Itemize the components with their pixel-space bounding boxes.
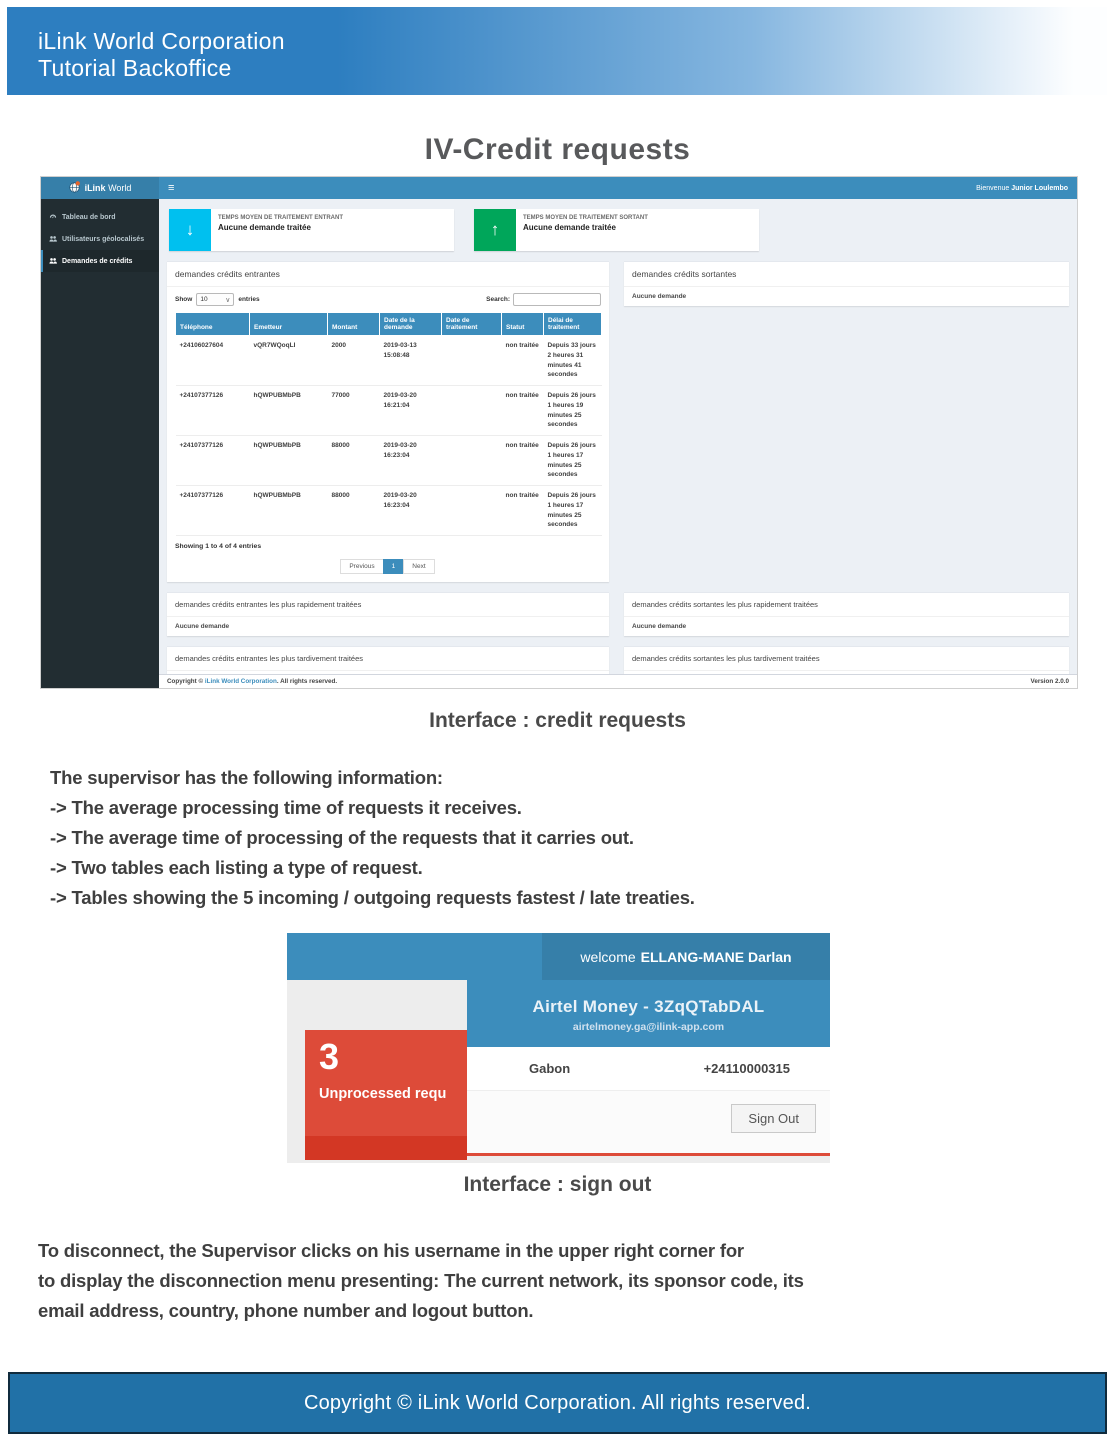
paragraph-line: to display the disconnection menu presenting: The current network, its sponsor code, its (38, 1270, 804, 1291)
banner-line-2: Tutorial Backoffice (38, 55, 232, 81)
next-page-button[interactable]: Next (403, 559, 434, 574)
search-label: Search: (486, 296, 510, 303)
infobox-text: Aucune demande traitée (523, 223, 616, 232)
sidebar-item-dashboard[interactable] (41, 206, 159, 228)
ilink-link[interactable]: iLink World Corporation (204, 678, 277, 685)
sidebar-item-label: Tableau de bord (62, 213, 116, 221)
infobox-outgoing-processing-time (474, 209, 759, 251)
show-label: Show (175, 296, 193, 303)
infobox-incoming-processing-time (169, 209, 454, 251)
column-montant[interactable]: Montant (328, 313, 380, 336)
pagination (167, 552, 609, 582)
table-header-row (176, 313, 602, 336)
unprocessed-requests-badge[interactable] (305, 1030, 467, 1160)
cell-date-demande: 2019-03-20 16:21:04 (380, 386, 442, 436)
cell-delai: Depuis 26 jours 1 heures 19 minutes 25 secondes (544, 386, 602, 436)
panel-title: demandes crédits entrantes les plus tardivement traitées (167, 647, 609, 671)
app-content (159, 199, 1077, 674)
empty-message: Aucune demande (175, 623, 230, 630)
app-footer (159, 674, 1077, 688)
paragraph-line: -> The average processing time of requests it receives. (50, 797, 522, 818)
app-version: Version 2.0.0 (1030, 678, 1069, 685)
cell-date-traitement (442, 336, 502, 386)
credit-requests-screenshot (40, 176, 1078, 689)
footer-copyright: Copyright © iLink World Corporation. All rights reserved. (303, 1391, 812, 1414)
app-topbar (41, 177, 1077, 199)
dashboard-icon (49, 213, 57, 221)
page-1-button[interactable]: 1 (383, 559, 405, 574)
cell-delai: Depuis 26 jours 1 heures 17 minutes 25 secondes (544, 436, 602, 486)
cell-telephone: +24107377126 (176, 436, 250, 486)
outgoing-credit-requests-panel (624, 261, 1069, 306)
column-delai-traitement[interactable]: Délai de traitement (544, 313, 602, 336)
welcome-user[interactable]: Bienvenue Junior Loulembo (976, 184, 1068, 192)
column-telephone[interactable]: Téléphone (176, 313, 250, 336)
panel-title: demandes crédits sortantes (624, 262, 1069, 287)
sidebar-item-credit-requests[interactable] (41, 250, 159, 272)
cell-date-traitement (442, 386, 502, 436)
sidebar-item-label: Utilisateurs géolocalisés (62, 235, 145, 243)
infobox-title: TEMPS MOYEN DE TRAITEMENT SORTANT (523, 215, 648, 221)
column-date-traitement[interactable]: Date de traitement (442, 313, 502, 336)
cell-date-demande: 2019-03-13 15:08:48 (380, 336, 442, 386)
incoming-latest-panel (167, 646, 609, 674)
document-footer (8, 1372, 1107, 1434)
column-statut[interactable]: Statut (502, 313, 544, 336)
cell-telephone: +24107377126 (176, 486, 250, 536)
user-email: airtelmoney.ga@ilink-app.com (572, 1021, 725, 1033)
infobox-text: Aucune demande traitée (218, 223, 311, 232)
brand-bold: iLink (84, 183, 106, 193)
outgoing-fastest-panel (624, 592, 1069, 636)
paragraph-line: -> Two tables each listing a type of request. (50, 857, 423, 878)
table-row (176, 436, 602, 486)
panel-title: demandes crédits entrantes les plus rapidement traitées (167, 593, 609, 617)
unprocessed-count: 3 (319, 1036, 340, 1077)
paragraph-line: -> The average time of processing of the requests that it carries out. (50, 827, 634, 848)
disconnect-paragraph (38, 1236, 804, 1326)
cell-montant: 77000 (328, 386, 380, 436)
hamburger-icon[interactable]: ≡ (168, 181, 175, 194)
entries-label: entries (238, 296, 260, 303)
document-banner (7, 7, 1107, 95)
cell-date-demande: 2019-03-20 16:23:04 (380, 486, 442, 536)
incoming-credit-requests-panel (167, 261, 609, 582)
globe-icon (69, 181, 81, 195)
empty-message: Aucune demande (632, 623, 687, 630)
cell-emetteur: vQR7WQoqLI (250, 336, 328, 386)
badge-bottom-band (305, 1136, 467, 1160)
cell-emetteur: hQWPUBMbPB (250, 436, 328, 486)
cell-statut: non traitée (502, 386, 544, 436)
sign-out-screenshot (287, 933, 830, 1163)
cell-date-traitement (442, 436, 502, 486)
cell-delai: Depuis 26 jours 1 heures 17 minutes 25 secondes (544, 486, 602, 536)
cell-date-demande: 2019-03-20 16:23:04 (380, 436, 442, 486)
table-row (176, 386, 602, 436)
paragraph-line: To disconnect, the Supervisor clicks on his username in the upper right corner for (38, 1240, 744, 1261)
empty-message: Aucune demande (632, 293, 687, 300)
arrow-down-icon: ↓ (169, 209, 211, 251)
caption-credit-requests: Interface : credit requests (429, 709, 686, 732)
sign-out-button[interactable]: Sign Out (731, 1104, 816, 1133)
cell-montant: 2000 (328, 336, 380, 386)
app-navbar (159, 177, 1077, 199)
panel-title: demandes crédits sortantes les plus tardivement traitées (624, 647, 1069, 671)
infobox-title: TEMPS MOYEN DE TRAITEMENT ENTRANT (218, 215, 344, 221)
showing-entries-status: Showing 1 to 4 of 4 entries (175, 543, 262, 550)
user-menu-toggle[interactable]: welcome ELLANG-MANE Darlan (542, 933, 830, 980)
cell-statut: non traitée (502, 486, 544, 536)
app-logo[interactable] (41, 177, 159, 199)
table-row (176, 336, 602, 386)
description-paragraph (50, 763, 695, 913)
banner-line-1: iLink World Corporation (38, 28, 285, 54)
cell-date-traitement (442, 486, 502, 536)
cell-statut: non traitée (502, 336, 544, 386)
arrow-up-icon: ↑ (474, 209, 516, 251)
cell-statut: non traitée (502, 436, 544, 486)
column-emetteur[interactable]: Emetteur (250, 313, 328, 336)
cell-emetteur: hQWPUBMbPB (250, 386, 328, 436)
user-phone: +24110000315 (703, 1061, 790, 1076)
user-dropdown (467, 980, 830, 1156)
cell-telephone: +24106027604 (176, 336, 250, 386)
sidebar-item-label: Demandes de crédits (62, 257, 133, 265)
cell-emetteur: hQWPUBMbPB (250, 486, 328, 536)
user-country: Gabon (529, 1061, 571, 1076)
cell-montant: 88000 (328, 486, 380, 536)
user-dropdown-header (467, 980, 830, 1047)
app-sidebar (41, 199, 159, 688)
table-row (176, 486, 602, 536)
previous-page-button[interactable]: Previous (340, 559, 383, 574)
search-input[interactable] (513, 293, 601, 306)
page-title: IV-Credit requests (424, 133, 691, 166)
show-entries-select[interactable]: 10 ∨ (196, 293, 234, 306)
credit-requests-table (175, 312, 602, 536)
app-copyright: Copyright © iLink World Corporation. All rights reserved. (167, 678, 338, 685)
column-date-demande[interactable]: Date de la demande (380, 313, 442, 336)
paragraph-line: The supervisor has the following information: (50, 767, 443, 788)
unprocessed-label: Unprocessed requ (319, 1086, 447, 1102)
cell-montant: 88000 (328, 436, 380, 486)
brand-light: World (108, 183, 132, 193)
users-icon (49, 235, 57, 243)
users-icon (49, 257, 57, 265)
cell-delai: Depuis 33 jours 2 heures 31 minutes 41 secondes (544, 336, 602, 386)
incoming-fastest-panel (167, 592, 609, 636)
outgoing-latest-panel (624, 646, 1069, 674)
network-name: Airtel Money - 3ZqQTabDAL (532, 997, 765, 1016)
panel-title: demandes crédits entrantes (167, 262, 609, 287)
caption-sign-out: Interface : sign out (463, 1173, 652, 1196)
panel-title: demandes crédits sortantes les plus rapidement traitées (624, 593, 1069, 617)
chevron-down-icon: ∨ (225, 296, 231, 304)
paragraph-line: email address, country, phone number and logout button. (38, 1300, 534, 1321)
cell-telephone: +24107377126 (176, 386, 250, 436)
paragraph-line: -> Tables showing the 5 incoming / outgoing requests fastest / late treaties. (50, 887, 695, 908)
sidebar-item-geolocated-users[interactable] (41, 228, 159, 250)
